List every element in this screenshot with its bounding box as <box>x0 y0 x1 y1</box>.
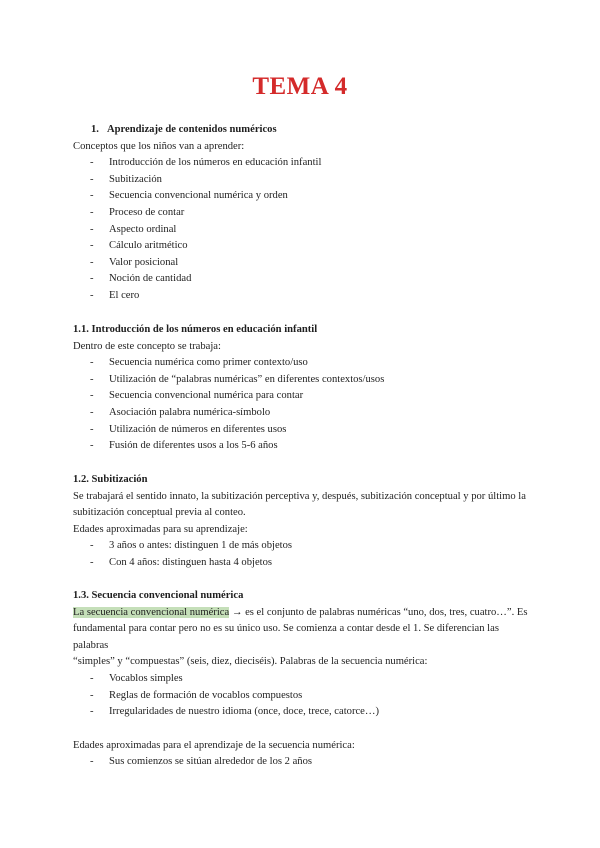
list-item: - Introducción de los números en educación infantil <box>90 157 322 169</box>
list-item: - Secuencia convencional numérica y orden <box>90 190 288 202</box>
list-item: - Vocablos simples <box>90 672 183 684</box>
list-item: - Secuencia numérica como primer contexto/uso <box>90 357 308 369</box>
list-item: - Fusión de diferentes usos a los 5-6 años <box>90 440 278 452</box>
section-1-3-ages-intro: Edades aproximadas para el aprendizaje de la secuencia numérica: <box>73 739 355 751</box>
section-1-1-intro: Dentro de este concepto se trabaja: <box>73 340 221 352</box>
section-1-intro: Conceptos que los niños van a aprender: <box>73 140 245 152</box>
highlighted-term: La secuencia convencional numérica <box>73 606 230 618</box>
list-item: - Reglas de formación de vocablos compuestos <box>90 689 303 701</box>
section-1-3-paragraph: La secuencia convencional numérica → es el conjunto de palabras numéricas “uno, dos, tres, cuatro…”. Es fundamental para contar pero no es su único uso. Se comienza a contar desde el 1. Se diferencian las palabras “simples” y “compuestas” (seis, diez, dieciséis). Palabras de la secuencia numérica: <box>73 606 528 668</box>
section-1-3 <box>73 588 533 771</box>
section-1-heading-text: Aprendizaje de contenidos numéricos <box>107 124 277 135</box>
section-1-3-ages-list <box>73 754 533 771</box>
section-1-3-list <box>73 671 533 721</box>
list-item: - El cero <box>90 289 140 301</box>
list-item: - Subitización <box>90 173 162 185</box>
list-item: - Aspecto ordinal <box>90 223 177 235</box>
list-item: - Proceso de contar <box>90 206 185 218</box>
section-1-1-heading: 1.1. Introducción de los números en educación infantil <box>73 324 318 335</box>
section-1-1-list <box>73 355 533 455</box>
list-item: - Irregularidades de nuestro idioma (once, doce, trece, catorce…) <box>90 706 380 718</box>
section-1-2 <box>73 472 533 572</box>
section-1-2-ages-intro: Edades aproximadas para su aprendizaje: <box>73 523 248 535</box>
list-item: - Valor posicional <box>90 256 179 268</box>
list-item: - Sus comienzos se sitúan alrededor de los 2 años <box>90 756 313 768</box>
list-item: - Utilización de “palabras numéricas” en diferentes contextos/usos <box>90 373 385 385</box>
section-1-1 <box>73 322 533 455</box>
section-1-2-list <box>73 538 533 571</box>
section-1-2-heading: 1.2. Subitización <box>73 474 148 485</box>
list-item: - Cálculo aritmético <box>90 240 188 252</box>
list-item: - Con 4 años: distinguen hasta 4 objetos <box>90 556 273 568</box>
page-title: TEMA 4 <box>252 73 348 100</box>
section-1-list <box>73 155 533 304</box>
list-item: - Secuencia convencional numérica para contar <box>90 390 304 402</box>
section-1-3-heading: 1.3. Secuencia convencional numérica <box>73 590 244 601</box>
list-item: - 3 años o antes: distinguen 1 de más objetos <box>90 540 293 552</box>
section-1-number: 1. <box>91 124 99 135</box>
section-1-heading <box>73 122 533 139</box>
section-1-2-paragraph: Se trabajará el sentido innato, la subitización perceptiva y, después, subitización conceptual y por último la subitización conceptual previa al conteo. <box>73 490 526 519</box>
list-item: - Utilización de números en diferentes usos <box>90 423 287 435</box>
list-item: - Noción de cantidad <box>90 273 192 285</box>
list-item: - Asociación palabra numérica-símbolo <box>90 406 271 418</box>
section-1 <box>73 122 533 305</box>
